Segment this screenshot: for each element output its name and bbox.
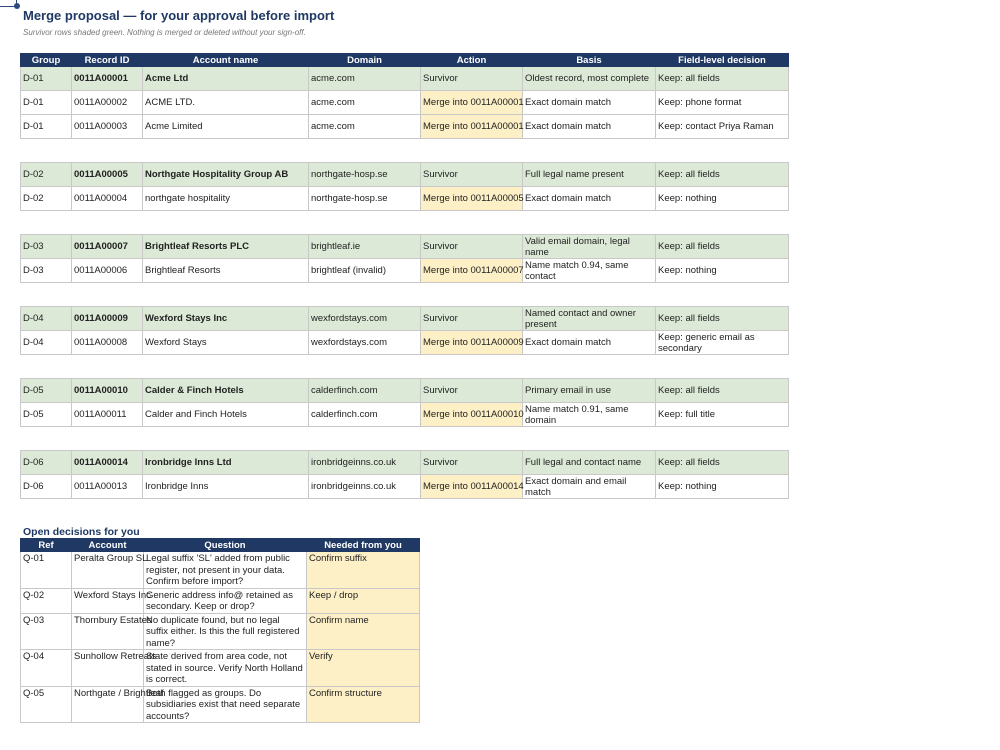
spacer-cell <box>21 283 789 307</box>
domain-cell: wexfordstays.com <box>309 331 421 355</box>
domain-cell: ironbridgeinns.co.uk <box>309 475 421 499</box>
basis-cell: Name match 0.91, same domain <box>523 403 656 427</box>
header-ref: Ref <box>21 539 72 552</box>
table-row <box>21 588 420 613</box>
table-row <box>21 91 789 115</box>
table-row <box>21 187 789 211</box>
domain-cell: brightleaf.ie <box>309 235 421 259</box>
header-group: Group <box>21 54 72 67</box>
record-id-cell: 0011A00006 <box>72 259 143 283</box>
account-cell: Northgate / Brightleaf <box>72 686 144 723</box>
record-id-cell: 0011A00011 <box>72 403 143 427</box>
spacer-cell <box>21 211 789 235</box>
domain-cell: northgate-hosp.se <box>309 163 421 187</box>
corner-marker-dot <box>14 3 20 9</box>
domain-cell: calderfinch.com <box>309 403 421 427</box>
header-question: Question <box>144 539 307 552</box>
account-name-cell: Wexford Stays Inc <box>143 307 309 331</box>
header-account-name: Account name <box>143 54 309 67</box>
table-row <box>21 115 789 139</box>
group-spacer <box>21 283 789 307</box>
action-cell: Merge into 0011A00007 <box>421 259 523 283</box>
spacer-cell <box>21 355 789 379</box>
action-cell: Merge into 0011A00014 <box>421 475 523 499</box>
header-action: Action <box>421 54 523 67</box>
needed-cell: Confirm suffix <box>307 552 420 589</box>
table-row <box>21 552 420 589</box>
account-name-cell: Acme Ltd <box>143 67 309 91</box>
field-decision-cell: Keep: phone format <box>656 91 789 115</box>
spacer-cell <box>21 427 789 451</box>
ref-cell: Q-02 <box>21 588 72 613</box>
group-cell: D-01 <box>21 115 72 139</box>
action-cell: Survivor <box>421 67 523 91</box>
action-cell: Merge into 0011A00001 <box>421 115 523 139</box>
field-decision-cell: Keep: all fields <box>656 67 789 91</box>
group-spacer <box>21 211 789 235</box>
needed-cell: Verify <box>307 650 420 687</box>
table-row <box>21 403 789 427</box>
account-name-cell: Northgate Hospitality Group AB <box>143 163 309 187</box>
action-cell: Merge into 0011A00009 <box>421 331 523 355</box>
table-row <box>21 650 420 687</box>
header-basis: Basis <box>523 54 656 67</box>
header-field-decision: Field-level decision <box>656 54 789 67</box>
record-id-cell: 0011A00002 <box>72 91 143 115</box>
group-cell: D-06 <box>21 451 72 475</box>
page-title: Merge proposal — for your approval before import <box>23 8 335 23</box>
question-cell: No duplicate found, but no legal suffix either. Is this the full registered name? <box>144 613 307 650</box>
open-decisions-title: Open decisions for you <box>23 526 140 538</box>
field-decision-cell: Keep: nothing <box>656 259 789 283</box>
action-cell: Merge into 0011A00005 <box>421 187 523 211</box>
action-cell: Survivor <box>421 163 523 187</box>
group-cell: D-06 <box>21 475 72 499</box>
domain-cell: acme.com <box>309 67 421 91</box>
ref-cell: Q-05 <box>21 686 72 723</box>
basis-cell: Valid email domain, legal name <box>523 235 656 259</box>
domain-cell: acme.com <box>309 115 421 139</box>
action-cell: Survivor <box>421 307 523 331</box>
open-decisions-table <box>20 538 420 723</box>
group-cell: D-01 <box>21 67 72 91</box>
group-spacer <box>21 355 789 379</box>
page-subtitle: Survivor rows shaded green. Nothing is merged or deleted without your sign-off. <box>23 28 306 37</box>
table-header-row <box>21 539 420 552</box>
basis-cell: Full legal and contact name <box>523 451 656 475</box>
group-cell: D-01 <box>21 91 72 115</box>
table-header-row <box>21 54 789 67</box>
account-name-cell: Brightleaf Resorts <box>143 259 309 283</box>
header-record-id: Record ID <box>72 54 143 67</box>
table-row <box>21 686 420 723</box>
basis-cell: Exact domain match <box>523 115 656 139</box>
domain-cell: brightleaf (invalid) <box>309 259 421 283</box>
spacer-cell <box>21 139 789 163</box>
question-cell: Both flagged as groups. Do subsidiaries exist that need separate accounts? <box>144 686 307 723</box>
action-cell: Survivor <box>421 235 523 259</box>
record-id-cell: 0011A00007 <box>72 235 143 259</box>
basis-cell: Exact domain and email match <box>523 475 656 499</box>
field-decision-cell: Keep: all fields <box>656 163 789 187</box>
record-id-cell: 0011A00005 <box>72 163 143 187</box>
field-decision-cell: Keep: contact Priya Raman <box>656 115 789 139</box>
basis-cell: Exact domain match <box>523 187 656 211</box>
record-id-cell: 0011A00013 <box>72 475 143 499</box>
domain-cell: northgate-hosp.se <box>309 187 421 211</box>
account-name-cell: Ironbridge Inns <box>143 475 309 499</box>
record-id-cell: 0011A00003 <box>72 115 143 139</box>
table-row <box>21 613 420 650</box>
table-row <box>21 475 789 499</box>
account-name-cell: Calder and Finch Hotels <box>143 403 309 427</box>
question-cell: Legal suffix 'SL' added from public register, not present in your data. Confirm before import? <box>144 552 307 589</box>
ref-cell: Q-04 <box>21 650 72 687</box>
group-cell: D-04 <box>21 331 72 355</box>
question-cell: Generic address info@ retained as secondary. Keep or drop? <box>144 588 307 613</box>
field-decision-cell: Keep: nothing <box>656 187 789 211</box>
group-cell: D-02 <box>21 163 72 187</box>
record-id-cell: 0011A00014 <box>72 451 143 475</box>
account-cell: Thornbury Estates <box>72 613 144 650</box>
group-cell: D-03 <box>21 235 72 259</box>
account-name-cell: Acme Limited <box>143 115 309 139</box>
ref-cell: Q-01 <box>21 552 72 589</box>
account-name-cell: northgate hospitality <box>143 187 309 211</box>
basis-cell: Name match 0.94, same contact <box>523 259 656 283</box>
group-cell: D-02 <box>21 187 72 211</box>
basis-cell: Named contact and owner present <box>523 307 656 331</box>
group-cell: D-05 <box>21 379 72 403</box>
group-spacer <box>21 139 789 163</box>
domain-cell: wexfordstays.com <box>309 307 421 331</box>
ref-cell: Q-03 <box>21 613 72 650</box>
action-cell: Merge into 0011A00001 <box>421 91 523 115</box>
field-decision-cell: Keep: full title <box>656 403 789 427</box>
merge-proposal-table <box>20 53 789 499</box>
group-spacer <box>21 427 789 451</box>
needed-cell: Confirm structure <box>307 686 420 723</box>
action-cell: Survivor <box>421 451 523 475</box>
field-decision-cell: Keep: all fields <box>656 451 789 475</box>
table-row <box>21 451 789 475</box>
record-id-cell: 0011A00001 <box>72 67 143 91</box>
record-id-cell: 0011A00004 <box>72 187 143 211</box>
header-needed: Needed from you <box>307 539 420 552</box>
table-row <box>21 379 789 403</box>
question-cell: State derived from area code, not stated in source. Verify North Holland is correct. <box>144 650 307 687</box>
field-decision-cell: Keep: all fields <box>656 307 789 331</box>
account-cell: Wexford Stays Inc <box>72 588 144 613</box>
table-row <box>21 259 789 283</box>
domain-cell: calderfinch.com <box>309 379 421 403</box>
field-decision-cell: Keep: all fields <box>656 235 789 259</box>
group-cell: D-03 <box>21 259 72 283</box>
basis-cell: Exact domain match <box>523 331 656 355</box>
table-row <box>21 67 789 91</box>
basis-cell: Oldest record, most complete <box>523 67 656 91</box>
group-cell: D-04 <box>21 307 72 331</box>
domain-cell: acme.com <box>309 91 421 115</box>
group-cell: D-05 <box>21 403 72 427</box>
account-name-cell: Brightleaf Resorts PLC <box>143 235 309 259</box>
action-cell: Merge into 0011A00010 <box>421 403 523 427</box>
account-cell: Sunhollow Retreats <box>72 650 144 687</box>
account-name-cell: Wexford Stays <box>143 331 309 355</box>
record-id-cell: 0011A00010 <box>72 379 143 403</box>
record-id-cell: 0011A00009 <box>72 307 143 331</box>
field-decision-cell: Keep: nothing <box>656 475 789 499</box>
record-id-cell: 0011A00008 <box>72 331 143 355</box>
header-domain: Domain <box>309 54 421 67</box>
account-name-cell: Ironbridge Inns Ltd <box>143 451 309 475</box>
table-row <box>21 235 789 259</box>
domain-cell: ironbridgeinns.co.uk <box>309 451 421 475</box>
basis-cell: Exact domain match <box>523 91 656 115</box>
table-row <box>21 163 789 187</box>
basis-cell: Full legal name present <box>523 163 656 187</box>
table-row <box>21 307 789 331</box>
table-row <box>21 331 789 355</box>
basis-cell: Primary email in use <box>523 379 656 403</box>
account-name-cell: ACME LTD. <box>143 91 309 115</box>
action-cell: Survivor <box>421 379 523 403</box>
header-account: Account <box>72 539 144 552</box>
field-decision-cell: Keep: all fields <box>656 379 789 403</box>
needed-cell: Keep / drop <box>307 588 420 613</box>
account-cell: Peralta Group SL <box>72 552 144 589</box>
account-name-cell: Calder & Finch Hotels <box>143 379 309 403</box>
field-decision-cell: Keep: generic email as secondary <box>656 331 789 355</box>
needed-cell: Confirm name <box>307 613 420 650</box>
